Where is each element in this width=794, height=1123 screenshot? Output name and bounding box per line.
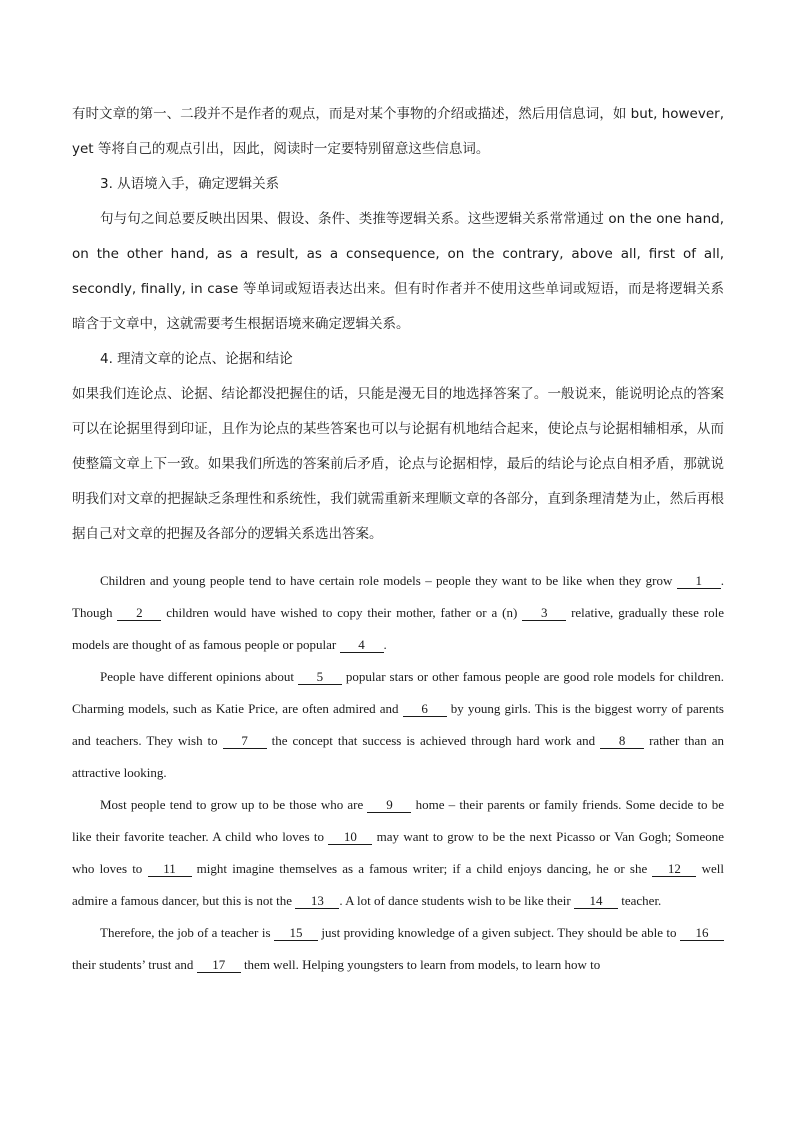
passage-text: just providing knowledge of a given subject. They should be able to (317, 925, 680, 940)
blank-14[interactable]: 14 (574, 894, 618, 909)
passage-text: . A lot of dance students wish to be like their (339, 893, 574, 908)
passage-text: children would have wished to copy their mother, father or a (n) (161, 605, 523, 620)
tip-paragraph-argument: 如果我们连论点、论据、结论都没把握住的话，只能是漫无目的地选择答案了。一般说来，能说明论点的答案可以在论据里得到印证，且作为论点的某些答案也可以与论据有机地结合起来，使论点与论据相辅相承，从而使整篇文章上下一致。如果我们所选的答案前后矛盾，论点与论据相悖，最后的结论与论点自相矛盾，那就说明我们对文章的把握缺乏条理性和系统性，我们就需重新来理顺文章的各部分，直到条理清楚为止，然后再根据自己对文章的把握及各部分的逻辑关系选出答案。 (72, 386, 724, 542)
passage-paragraph-3 (72, 789, 724, 917)
blank-6[interactable]: 6 (403, 702, 447, 717)
passage-text: Children and young people tend to have certain role models – people they want to be like when they grow (100, 573, 677, 588)
blank-17[interactable]: 17 (197, 958, 241, 973)
passage-paragraph-2 (72, 661, 724, 789)
reading-tips-section (72, 97, 724, 552)
passage-text: them well. Helping youngsters to learn from models, to learn how to (240, 957, 601, 972)
passage-text: People have different opinions about (100, 669, 298, 684)
blank-13[interactable]: 13 (295, 894, 339, 909)
blank-16[interactable]: 16 (680, 926, 724, 941)
blank-7[interactable]: 7 (223, 734, 267, 749)
passage-text: Therefore, the job of a teacher is (100, 925, 274, 940)
blank-2[interactable]: 2 (117, 606, 161, 621)
cloze-passage (72, 565, 724, 981)
passage-text: well admire a famous dancer, but this is not the (72, 861, 724, 908)
tip-heading-3: 3. 从语境入手，确定逻辑关系 (100, 176, 280, 192)
blank-5[interactable]: 5 (298, 670, 342, 685)
passage-text: their students’ trust and (72, 957, 197, 972)
passage-text: relative, gradually these role models are thought of as famous people or popular (72, 605, 724, 652)
passage-paragraph-4 (72, 917, 724, 981)
blank-9[interactable]: 9 (367, 798, 411, 813)
passage-text: home – their parents or family friends. Some decide to be like their favorite teacher. A child who loves to (72, 797, 724, 844)
blank-10[interactable]: 10 (328, 830, 372, 845)
passage-text: may want to grow to be the next Picasso or Van Gogh; Someone who loves to (72, 829, 724, 876)
blank-3[interactable]: 3 (522, 606, 566, 621)
blank-15[interactable]: 15 (274, 926, 318, 941)
tip-paragraph-logic: 句与句之间总要反映出因果、假设、条件、类推等逻辑关系。这些逻辑关系常常通过 on the one hand, on the other hand, as a result, as a consequence, on the contrary, above all, first of all, secondly, finally, in case 等单词或短语表达出来。但有时作者并不使用这些单词或短语，而是将逻辑关系暗含于文章中，这就需要考生根据语境来确定逻辑关系。 (72, 211, 724, 332)
blank-4[interactable]: 4 (340, 638, 384, 653)
passage-text: popular stars or other famous people are good role models for children. Charming models, such as Katie Price, are often admired and (72, 669, 724, 716)
passage-text: the concept that success is achieved through hard work and (266, 733, 601, 748)
tip-paragraph-intro: 有时文章的第一、二段并不是作者的观点，而是对某个事物的介绍或描述，然后用信息词，如 but, however, yet 等将自己的观点引出，因此，阅读时一定要特别留意这些信息词。 (72, 106, 724, 157)
passage-text: . (383, 637, 387, 652)
tip-heading-4: 4. 理清文章的论点、论据和结论 (100, 351, 293, 367)
passage-text: might imagine themselves as a famous writer; if a child enjoys dancing, he or she (191, 861, 653, 876)
passage-text: teacher. (618, 893, 662, 908)
blank-8[interactable]: 8 (600, 734, 644, 749)
blank-12[interactable]: 12 (652, 862, 696, 877)
passage-text: rather than an attractive looking. (72, 733, 724, 780)
blank-1[interactable]: 1 (677, 574, 721, 589)
passage-text: by young girls. This is the biggest worry of parents and teachers. They wish to (72, 701, 724, 748)
passage-text: . Though (72, 573, 724, 620)
passage-text: Most people tend to grow up to be those who are (100, 797, 368, 812)
blank-11[interactable]: 11 (148, 862, 192, 877)
passage-paragraph-1 (72, 565, 724, 661)
